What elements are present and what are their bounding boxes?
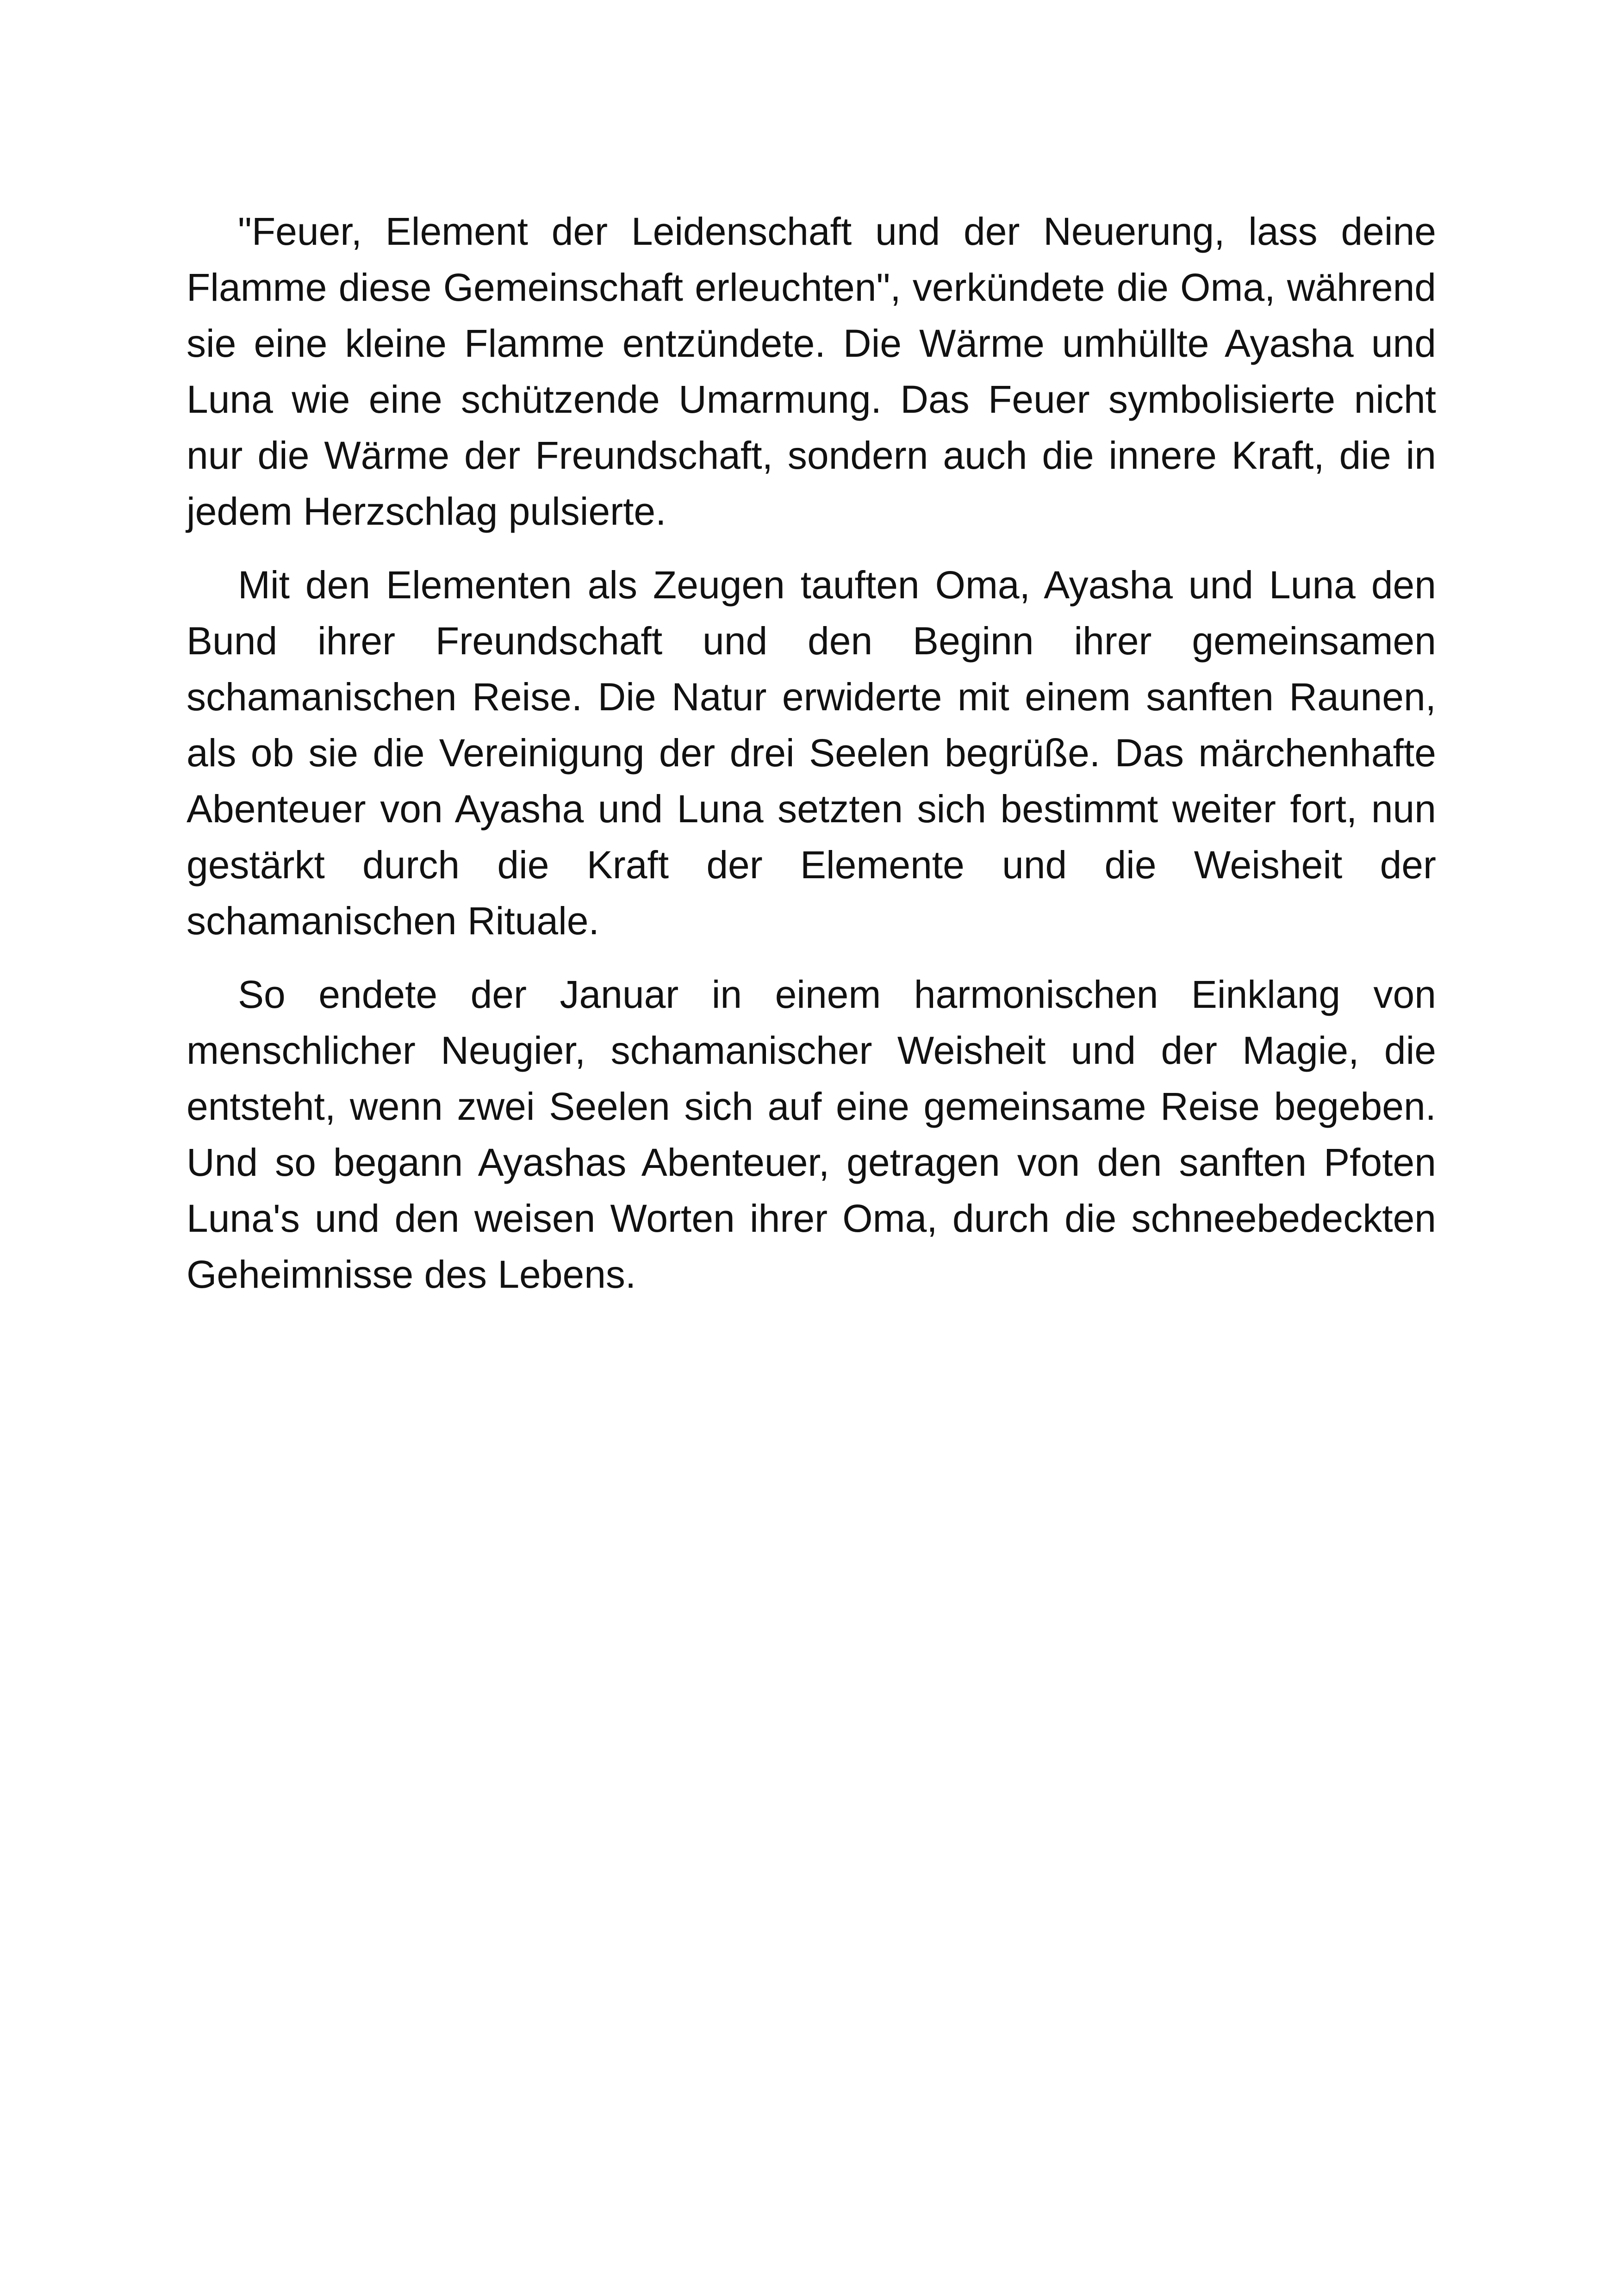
paragraph-january-ending: So endete der Januar in einem harmonischen Einklang von menschlicher Neugier, schamanischer Weisheit und der Magie, die entsteht, wenn zwei Seelen sich auf eine gemeinsame Reise begeben. Und so begann Ayashas Abenteuer, getragen von den sanften Pfoten Luna's und den weisen Worten ihrer Oma, durch die schneebedeckten Geheimnisse des Lebens. xyxy=(187,973,1436,1296)
paragraph-fire-ritual: "Feuer, Element der Leidenschaft und der Neuerung, lass deine Flamme diese Gemeinschaft erleuchten", verkündete die Oma, während sie eine kleine Flamme entzündete. Die Wärme umhüllte Ayasha und Luna wie eine schützende Umarmung. Das Feuer symbolisierte nicht nur die Wärme der Freundschaft, sondern auch die innere Kraft, die in jedem Herzschlag pulsierte. xyxy=(187,210,1436,533)
body-text xyxy=(187,204,1436,1320)
paragraph-elements-baptism: Mit den Elementen als Zeugen tauften Oma, Ayasha und Luna den Bund ihrer Freundschaft und den Beginn ihrer gemeinsamen schamanischen Reise. Die Natur erwiderte mit einem sanften Raunen, als ob sie die Vereinigung der drei Seelen begrüße. Das märchenhafte Abenteuer von Ayasha und Luna setzten sich bestimmt weiter fort, nun gestärkt durch die Kraft der Elemente und die Weisheit der schamanischen Rituale. xyxy=(187,563,1436,943)
